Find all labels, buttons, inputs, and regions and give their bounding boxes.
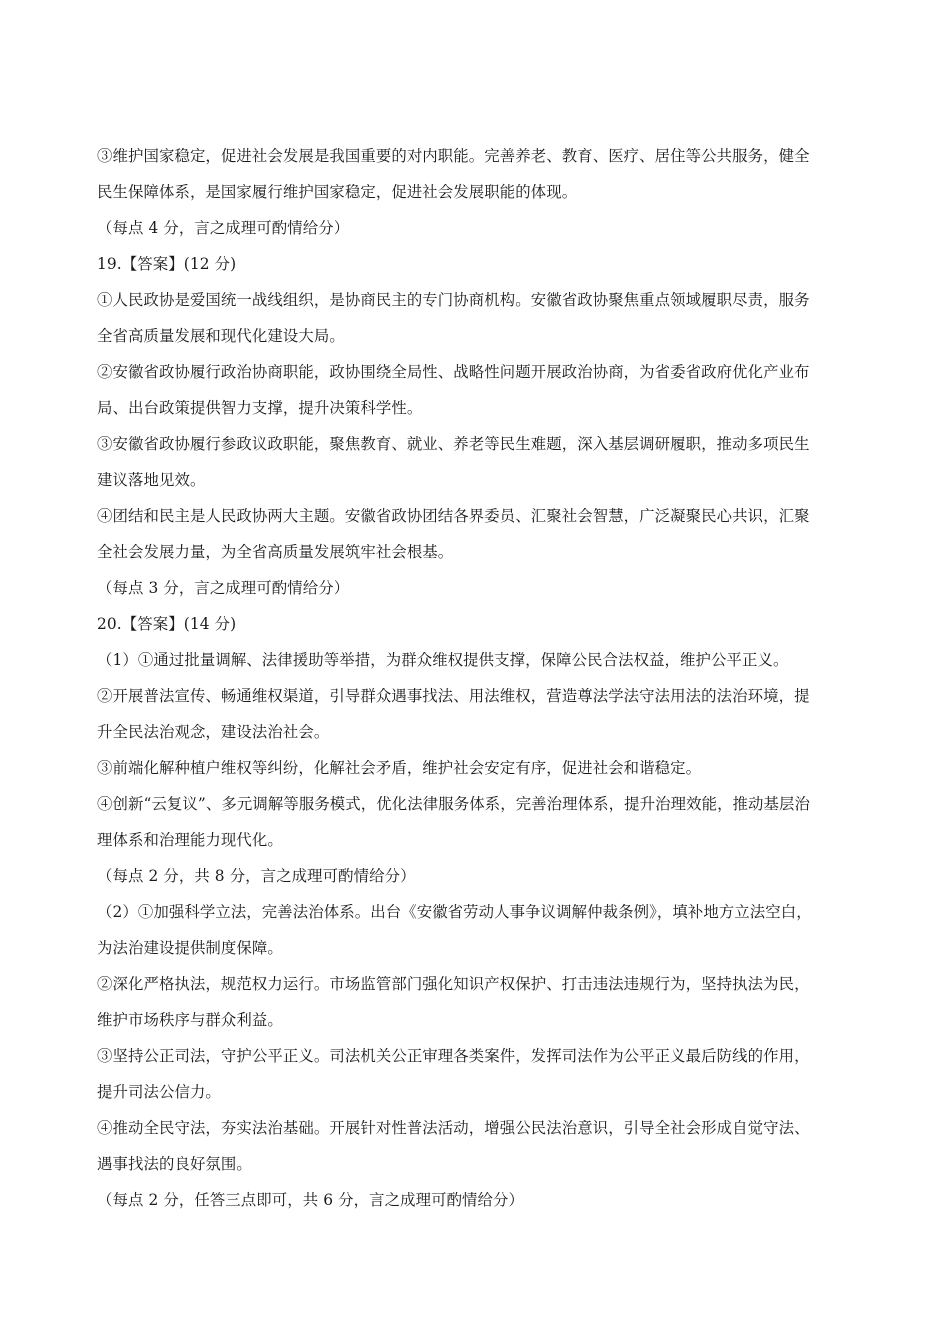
text-line: （2）①加强科学立法，完善法治体系。出台《安徽省劳动人事争议调解仲裁条例》，填补地方立法空白， bbox=[97, 903, 812, 921]
text-line: ②安徽省政协履行政治协商职能，政协围绕全局性、战略性问题开展政治协商，为省委省政府优化产业布 bbox=[97, 363, 810, 381]
text-line: ②深化严格执法，规范权力运行。市场监管部门强化知识产权保护、打击违法违规行为，坚持执法为民， bbox=[97, 975, 810, 993]
question-20-heading: 20.【答案】(14 分) bbox=[97, 615, 237, 633]
text-line: 全省高质量发展和现代化建设大局。 bbox=[97, 327, 345, 345]
question-19-heading: 19.【答案】(12 分) bbox=[97, 255, 237, 273]
text-line: ④创新“云复议”、多元调解等服务模式，优化法律服务体系，完善治理体系，提升治理效能，推动基层治 bbox=[97, 795, 811, 813]
text-line: 全社会发展力量，为全省高质量发展筑牢社会根基。 bbox=[97, 543, 454, 561]
text-line: 遇事找法的良好氛围。 bbox=[97, 1155, 252, 1173]
text-line: 建议落地见效。 bbox=[97, 471, 206, 489]
answer-text-block bbox=[97, 138, 857, 1218]
scoring-note: （每点 4 分，言之成理可酌情给分） bbox=[97, 219, 350, 237]
text-line: ①人民政协是爱国统一战线组织，是协商民主的专门协商机构。安徽省政协聚焦重点领域履职尽责，服务 bbox=[97, 291, 810, 309]
text-line: 提升司法公信力。 bbox=[97, 1083, 221, 1101]
text-line: （1）①通过批量调解、法律援助等举措，为群众维权提供支撑，保障公民合法权益，维护公平正义。 bbox=[97, 651, 789, 669]
text-line: 民生保障体系，是国家履行维护国家稳定，促进社会发展职能的体现。 bbox=[97, 183, 578, 201]
text-line: 局、出台政策提供智力支撑，提升决策科学性。 bbox=[97, 399, 423, 417]
text-line: 维护市场秩序与群众利益。 bbox=[97, 1011, 283, 1029]
text-line: ④团结和民主是人民政协两大主题。安徽省政协团结各界委员、汇聚社会智慧，广泛凝聚民心共识，汇聚 bbox=[97, 507, 810, 525]
scoring-note: （每点 2 分，共 8 分，言之成理可酌情给分） bbox=[97, 867, 416, 885]
text-line: ③安徽省政协履行参政议政职能，聚焦教育、就业、养老等民生难题，深入基层调研履职，推动多项民生 bbox=[97, 435, 810, 453]
scoring-note: （每点 2 分，任答三点即可，共 6 分，言之成理可酌情给分） bbox=[97, 1191, 525, 1209]
text-line: ③前端化解种植户维权等纠纷，化解社会矛盾，维护社会安定有序，促进社会和谐稳定。 bbox=[97, 759, 702, 777]
text-line: ④推动全民守法，夯实法治基础。开展针对性普法活动，增强公民法治意识，引导全社会形成自觉守法、 bbox=[97, 1119, 810, 1137]
scoring-note: （每点 3 分，言之成理可酌情给分） bbox=[97, 579, 350, 597]
text-line: 为法治建设提供制度保障。 bbox=[97, 939, 283, 957]
text-line: 理体系和治理能力现代化。 bbox=[97, 831, 283, 849]
text-line: ③维护国家稳定，促进社会发展是我国重要的对内职能。完善养老、教育、医疗、居住等公共服务，健全 bbox=[97, 147, 810, 165]
text-line: ②开展普法宣传、畅通维权渠道，引导群众遇事找法、用法维权，营造尊法学法守法用法的法治环境，提 bbox=[97, 687, 810, 705]
text-line: 升全民法治观念，建设法治社会。 bbox=[97, 723, 330, 741]
text-line: ③坚持公正司法，守护公平正义。司法机关公正审理各类案件，发挥司法作为公平正义最后防线的作用， bbox=[97, 1047, 810, 1065]
